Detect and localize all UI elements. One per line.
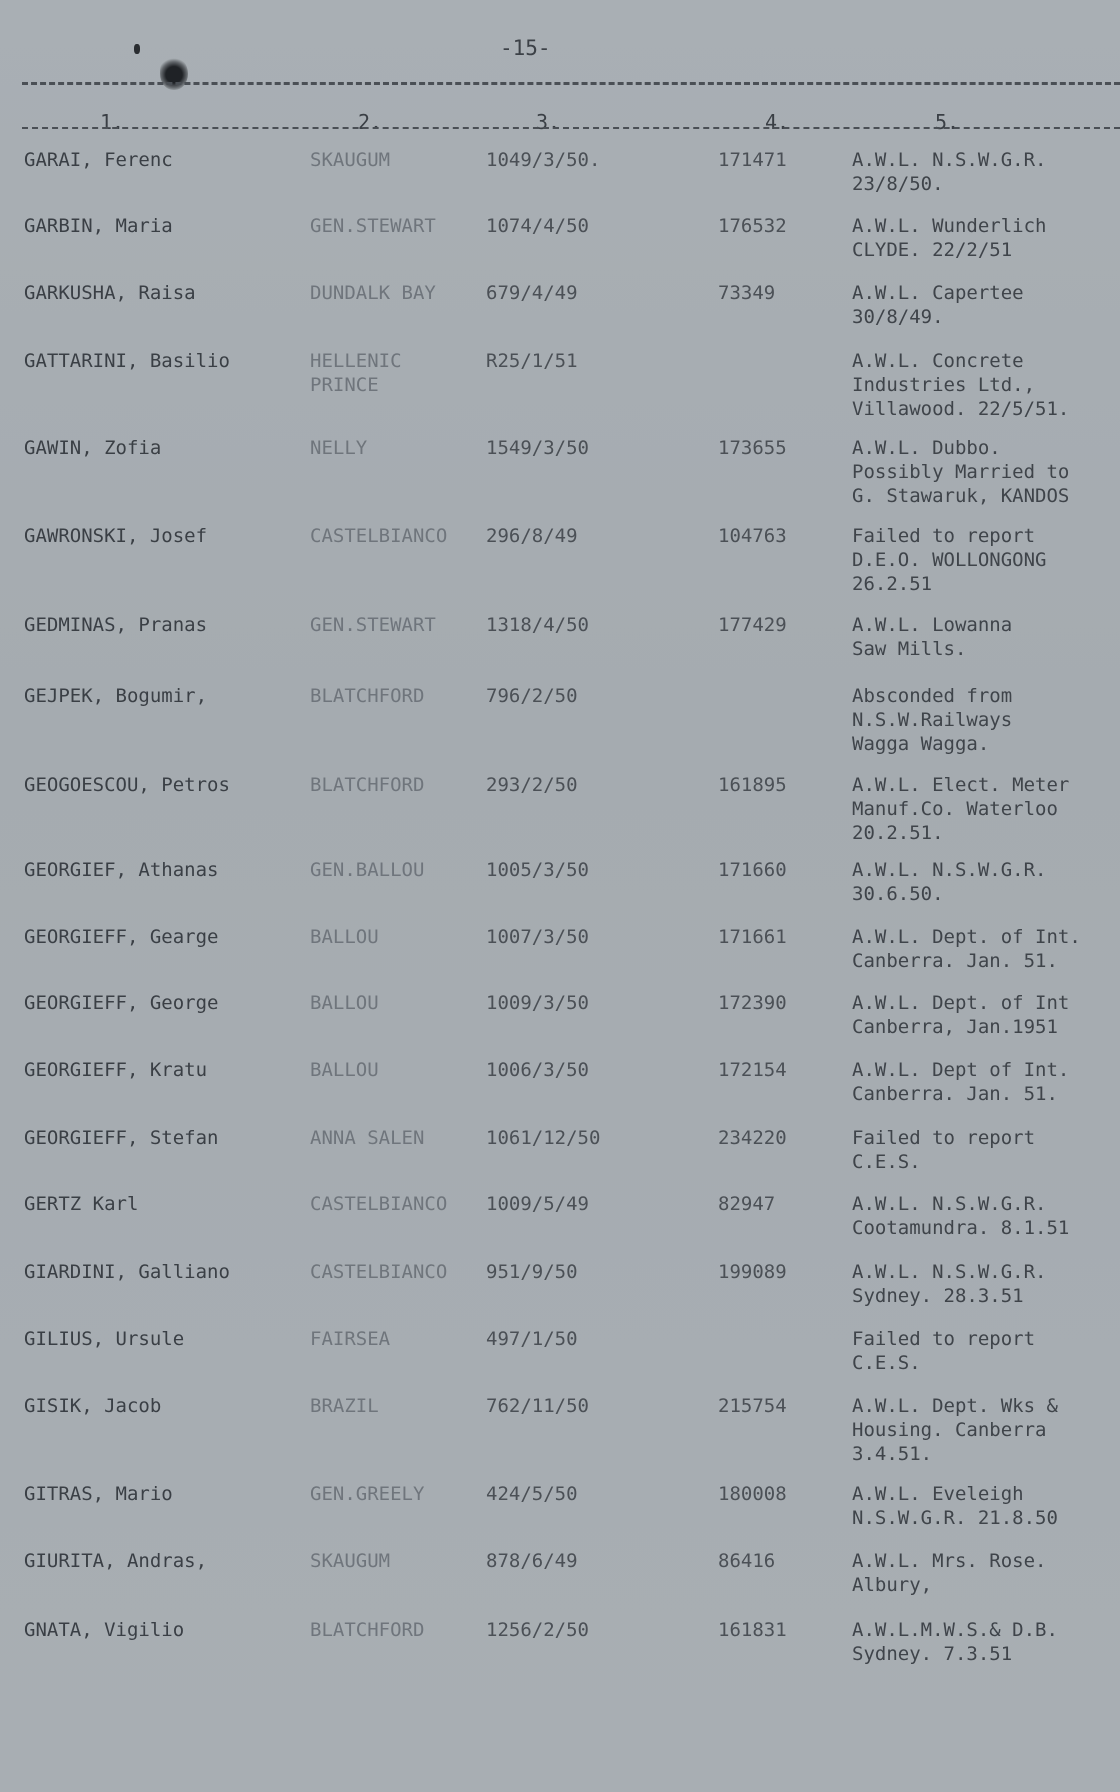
ship-name: SKAUGUM [310, 149, 391, 171]
registration-number: 73349 [718, 282, 776, 304]
person-name: GAWRONSKI, Josef [24, 525, 208, 547]
reference-number: 878/6/49 [486, 1550, 578, 1572]
remarks: A.W.L. N.S.W.G.R. 30.6.50. [852, 859, 1047, 905]
remarks: A.W.L. Dept. of Int. Canberra. Jan. 51. [852, 926, 1081, 972]
registration-number: 86416 [718, 1550, 776, 1572]
reference-number: 1061/12/50 [486, 1127, 601, 1149]
reference-number: 1009/5/49 [486, 1193, 589, 1215]
reference-number: 1256/2/50 [486, 1619, 589, 1641]
ship-name: BLATCHFORD [310, 685, 425, 707]
ship-name: GEN.STEWART [310, 614, 436, 636]
registration-number: 161831 [718, 1619, 787, 1641]
person-name: GNATA, Vigilio [24, 1619, 185, 1641]
ship-name: GEN.BALLOU [310, 859, 425, 881]
ship-name: BALLOU [310, 992, 379, 1014]
ship-name: FAIRSEA [310, 1328, 391, 1350]
registration-number: 172154 [718, 1059, 787, 1081]
ship-name: HELLENIC PRINCE [310, 350, 402, 396]
ship-name: BRAZIL [310, 1395, 379, 1417]
column-header-5: 5. [935, 110, 960, 134]
page-number: -15- [500, 36, 551, 60]
ship-name: DUNDALK BAY [310, 282, 436, 304]
person-name: GEDMINAS, Pranas [24, 614, 208, 636]
ship-name: BALLOU [310, 926, 379, 948]
registration-number: 215754 [718, 1395, 787, 1417]
reference-number: 1549/3/50 [486, 437, 589, 459]
reference-number: 1005/3/50 [486, 859, 589, 881]
remarks: A.W.L. Dept. of Int Canberra, Jan.1951 [852, 992, 1070, 1038]
person-name: GILIUS, Ursule [24, 1328, 185, 1350]
registration-number: 82947 [718, 1193, 776, 1215]
person-name: GITRAS, Mario [24, 1483, 173, 1505]
remarks: Failed to report C.E.S. [852, 1127, 1036, 1173]
reference-number: 1318/4/50 [486, 614, 589, 636]
reference-number: 497/1/50 [486, 1328, 578, 1350]
person-name: GEORGIEFF, Stefan [24, 1127, 219, 1149]
registration-number: 161895 [718, 774, 787, 796]
registration-number: 171471 [718, 149, 787, 171]
remarks: A.W.L. Dept. Wks & Housing. Canberra 3.4.51. [852, 1395, 1058, 1465]
remarks: A.W.L. Elect. Meter Manuf.Co. Waterloo 20.2.51. [852, 774, 1070, 844]
ship-name: ANNA SALEN [310, 1127, 425, 1149]
reference-number: 1074/4/50 [486, 215, 589, 237]
registration-number: 180008 [718, 1483, 787, 1505]
registration-number: 171661 [718, 926, 787, 948]
ship-name: BLATCHFORD [310, 774, 425, 796]
ship-name: NELLY [310, 437, 368, 459]
reference-number: 424/5/50 [486, 1483, 578, 1505]
registration-number: 172390 [718, 992, 787, 1014]
reference-number: 951/9/50 [486, 1261, 578, 1283]
ship-name: GEN.STEWART [310, 215, 436, 237]
person-name: GEORGIEFF, Kratu [24, 1059, 208, 1081]
person-name: GEORGIEF, Athanas [24, 859, 219, 881]
person-name: GATTARINI, Basilio [24, 350, 230, 372]
person-name: GERTZ Karl [24, 1193, 139, 1215]
person-name: GARAI, Ferenc [24, 149, 173, 171]
person-name: GISIK, Jacob [24, 1395, 162, 1417]
registration-number: 199089 [718, 1261, 787, 1283]
registration-number: 176532 [718, 215, 787, 237]
remarks: Failed to report D.E.O. WOLLONGONG 26.2.51 [852, 525, 1047, 595]
ship-name: CASTELBIANCO [310, 525, 448, 547]
column-header-1: 1. [100, 110, 125, 134]
ink-mark [134, 44, 140, 54]
remarks: A.W.L. Dubbo. Possibly Married to G. Stawaruk, KANDOS [852, 437, 1070, 507]
column-header-4: 4. [765, 110, 790, 134]
reference-number: 1007/3/50 [486, 926, 589, 948]
remarks: A.W.L. Mrs. Rose. Albury, [852, 1550, 1047, 1596]
person-name: GAWIN, Zofia [24, 437, 162, 459]
remarks: A.W.L.M.W.S.& D.B. Sydney. 7.3.51 [852, 1619, 1058, 1665]
ship-name: CASTELBIANCO [310, 1193, 448, 1215]
reference-number: 293/2/50 [486, 774, 578, 796]
reference-number: 796/2/50 [486, 685, 578, 707]
registration-number: 234220 [718, 1127, 787, 1149]
ship-name: CASTELBIANCO [310, 1261, 448, 1283]
reference-number: 762/11/50 [486, 1395, 589, 1417]
ship-name: BLATCHFORD [310, 1619, 425, 1641]
person-name: GIURITA, Andras, [24, 1550, 208, 1572]
column-header-3: 3. [536, 110, 561, 134]
person-name: GIARDINI, Galliano [24, 1261, 230, 1283]
remarks: A.W.L. Wunderlich CLYDE. 22/2/51 [852, 215, 1047, 261]
person-name: GARKUSHA, Raisa [24, 282, 196, 304]
person-name: GEORGIEFF, George [24, 992, 219, 1014]
top-dashed-rule [22, 82, 1120, 85]
person-name: GEJPEK, Bogumir, [24, 685, 208, 707]
remarks: Failed to report C.E.S. [852, 1328, 1036, 1374]
person-name: GEORGIEFF, Gearge [24, 926, 219, 948]
registration-number: 171660 [718, 859, 787, 881]
remarks: A.W.L. N.S.W.G.R. Cootamundra. 8.1.51 [852, 1193, 1070, 1239]
registration-number: 173655 [718, 437, 787, 459]
reference-number: 1009/3/50 [486, 992, 589, 1014]
person-name: GARBIN, Maria [24, 215, 173, 237]
registration-number: 104763 [718, 525, 787, 547]
remarks: Absconded from N.S.W.Railways Wagga Wagga. [852, 685, 1013, 755]
reference-number: 1049/3/50. [486, 149, 601, 171]
remarks: A.W.L. Eveleigh N.S.W.G.R. 21.8.50 [852, 1483, 1058, 1529]
ship-name: SKAUGUM [310, 1550, 391, 1572]
remarks: A.W.L. N.S.W.G.R. Sydney. 28.3.51 [852, 1261, 1047, 1307]
remarks: A.W.L. Dept of Int. Canberra. Jan. 51. [852, 1059, 1070, 1105]
remarks: A.W.L. Lowanna Saw Mills. [852, 614, 1013, 660]
header-dashed-rule [22, 127, 1120, 129]
remarks: A.W.L. N.S.W.G.R. 23/8/50. [852, 149, 1047, 195]
column-header-2: 2. [358, 110, 383, 134]
person-name: GEOGOESCOU, Petros [24, 774, 230, 796]
ship-name: GEN.GREELY [310, 1483, 425, 1505]
registration-number: 177429 [718, 614, 787, 636]
reference-number: R25/1/51 [486, 350, 578, 372]
reference-number: 679/4/49 [486, 282, 578, 304]
ship-name: BALLOU [310, 1059, 379, 1081]
remarks: A.W.L. Capertee 30/8/49. [852, 282, 1024, 328]
reference-number: 1006/3/50 [486, 1059, 589, 1081]
remarks: A.W.L. Concrete Industries Ltd., Villawood. 22/5/51. [852, 350, 1070, 420]
reference-number: 296/8/49 [486, 525, 578, 547]
